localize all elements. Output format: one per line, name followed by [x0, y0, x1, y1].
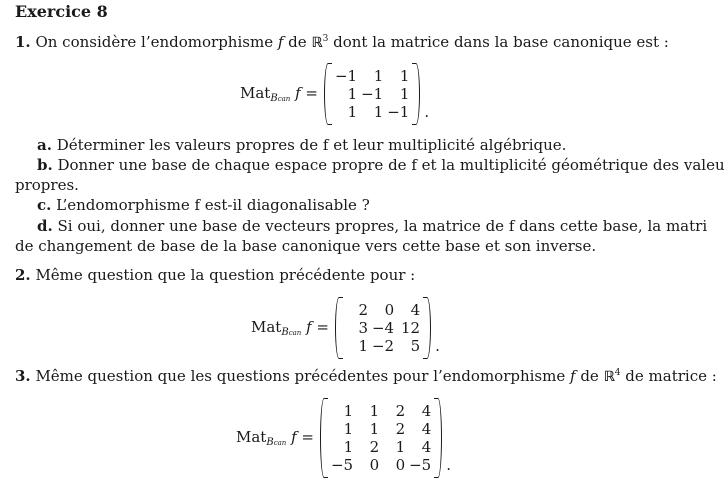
- question-1-statement: [15, 33, 669, 52]
- mat3-cell-3-3: −5: [409, 456, 432, 474]
- item-a-label: a.: [37, 136, 52, 154]
- mat3-cell-2-3: 4: [421, 438, 432, 456]
- q1-text-c: dont la matrice dans la base canonique est :: [328, 33, 669, 51]
- matrix-2-period: .: [435, 337, 440, 355]
- q1-exponent: 3: [322, 34, 329, 44]
- matrix-2: [251, 297, 440, 359]
- item-a: [37, 136, 566, 154]
- mat3-cell-2-0: 1: [343, 438, 354, 456]
- mat1-cell-2-0: 1: [347, 103, 358, 121]
- mat3-cell-0-0: 1: [343, 402, 354, 420]
- question-2-number: 2.: [15, 266, 31, 284]
- item-d-continued: de changement de base de la base canonique vers cette base et son inverse.: [15, 237, 597, 255]
- q3-symbol-f: f: [570, 367, 576, 385]
- question-3-statement: [15, 367, 717, 386]
- mat1-cell-0-0: −1: [334, 67, 358, 85]
- item-d-label: d.: [37, 217, 53, 235]
- matrix-2-lhs: Mat$_{Bcan}$ f =: [251, 318, 329, 338]
- q3-text-a: Même question que les questions précédentes pour l’endomorphisme: [30, 367, 570, 385]
- mat2-cell-2-0: 1: [358, 337, 368, 355]
- matrix-3-period: .: [446, 456, 452, 474]
- mat3-cell-3-0: −5: [330, 456, 354, 474]
- mat2-cell-0-0: 2: [358, 301, 368, 319]
- question-3-number: 3.: [15, 367, 31, 385]
- item-d: [37, 217, 707, 235]
- mat1-cell-0-1: 1: [373, 67, 384, 85]
- mat1-cell-1-1: −1: [361, 85, 384, 103]
- mat2-cell-0-2: 4: [410, 301, 421, 319]
- mat2-cell-2-1: −2: [371, 337, 395, 355]
- q3-exponent: 4: [614, 368, 621, 378]
- item-d-text: Si oui, donner une base de vecteurs propres, la matrice de f dans cette base, la matri: [52, 217, 708, 235]
- mat1-cell-2-2: −1: [387, 103, 410, 121]
- mat3-cell-1-1: 1: [369, 420, 380, 438]
- q1-text-b: de: [283, 33, 312, 51]
- item-b-label: b.: [37, 156, 53, 174]
- matrix-3-lhs: Mat$_{Bcan}$ f =: [236, 428, 314, 448]
- mat2-cell-1-0: 3: [358, 319, 368, 337]
- matrix-2-grid: [343, 301, 423, 355]
- item-c-label: c.: [37, 196, 52, 214]
- mat3-cell-0-2: 2: [395, 402, 406, 420]
- item-c-text: L’endomorphisme f est-il diagonalisable ?: [51, 196, 370, 214]
- item-b-text: Donner une base de chaque espace propre de f et la multiplicité géométrique des valeu: [52, 156, 725, 174]
- question-2-statement: [15, 266, 415, 284]
- q3-text-b: de: [575, 367, 604, 385]
- mat1-cell-0-2: 1: [399, 67, 410, 85]
- item-c: [37, 196, 370, 214]
- matrix-3-left-paren: [320, 398, 328, 478]
- mat2-cell-1-1: −4: [371, 319, 395, 337]
- matrix-1-right-paren: [412, 63, 420, 125]
- mat2-cell-2-2: 5: [410, 337, 421, 355]
- matrix-1-grid: [332, 67, 412, 121]
- q3-text-c: de matrice :: [620, 367, 717, 385]
- matrix-1-left-paren: [324, 63, 332, 125]
- matrix-3-right-paren: [434, 398, 442, 478]
- matrix-3: [236, 398, 451, 478]
- mat1-cell-2-1: 1: [373, 103, 384, 121]
- item-b: [37, 156, 725, 174]
- matrix-1: [240, 63, 429, 125]
- q2-text: Même question que la question précédente pour :: [30, 266, 416, 284]
- mat3-cell-2-2: 1: [395, 438, 406, 456]
- q1-symbol-R: ℝ: [311, 35, 323, 51]
- mat2-cell-0-1: 0: [384, 301, 395, 319]
- mat3-cell-3-1: 0: [369, 456, 380, 474]
- q1-text-a: On considère l’endomorphisme: [30, 33, 278, 51]
- item-a-text: Déterminer les valeurs propres de f et leur multiplicité algébrique.: [51, 136, 567, 154]
- question-1-number: 1.: [15, 33, 31, 51]
- mat2-cell-1-2: 12: [401, 319, 421, 337]
- matrix-2-left-paren: [335, 297, 343, 359]
- mat3-cell-1-2: 2: [395, 420, 406, 438]
- matrix-2-right-paren: [423, 297, 431, 359]
- mat3-cell-3-2: 0: [395, 456, 406, 474]
- q1-symbol-f: f: [277, 33, 284, 51]
- matrix-1-period: .: [424, 103, 430, 121]
- item-b-continued: propres.: [15, 176, 79, 194]
- q3-symbol-R: ℝ: [603, 369, 615, 385]
- mat3-cell-0-1: 1: [369, 402, 380, 420]
- exercise-title: Exercice 8: [15, 2, 108, 21]
- mat3-cell-1-3: 4: [421, 420, 432, 438]
- mat3-cell-2-1: 2: [369, 438, 380, 456]
- mat3-cell-1-0: 1: [343, 420, 354, 438]
- mat1-cell-1-2: 1: [399, 85, 410, 103]
- mat1-cell-1-0: 1: [347, 85, 358, 103]
- matrix-3-grid: [328, 402, 434, 474]
- matrix-1-lhs: Mat$_{Bcan}$ f =: [240, 84, 318, 104]
- mat3-cell-0-3: 4: [421, 402, 432, 420]
